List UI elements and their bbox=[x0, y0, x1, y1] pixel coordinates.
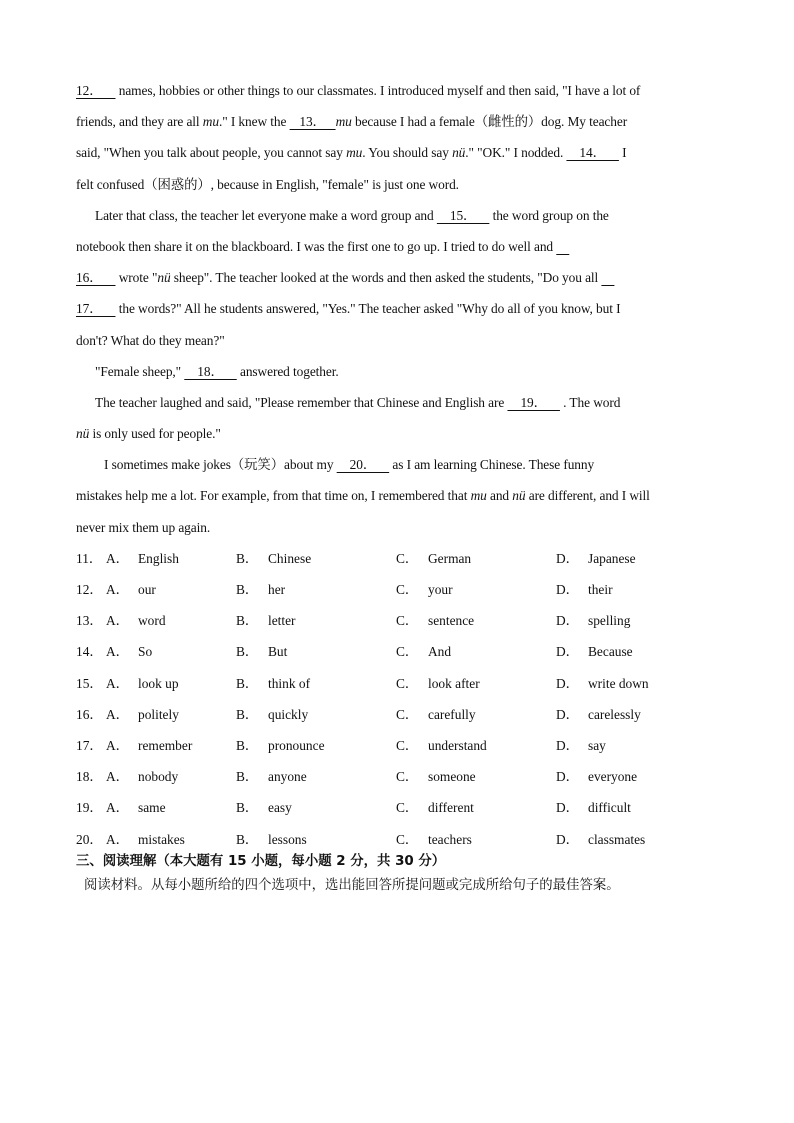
option-letter: B． bbox=[236, 582, 259, 597]
option-text: remember bbox=[138, 737, 193, 753]
option-b[interactable] bbox=[236, 671, 396, 702]
option-text: And bbox=[428, 644, 452, 660]
option-text: difficult bbox=[588, 800, 631, 816]
option-letter: D． bbox=[556, 737, 580, 753]
passage-text: friends, and they are all bbox=[76, 114, 203, 130]
passage-text: ." I knew the bbox=[218, 114, 290, 130]
option-text: understand bbox=[428, 737, 487, 753]
question-number: 11． bbox=[76, 550, 103, 566]
passage-text: mistakes help me a lot. For example, from that time on, I remembered that bbox=[76, 488, 471, 504]
passage-text: is only used for people." bbox=[89, 426, 221, 442]
option-letter: C． bbox=[396, 582, 419, 597]
option-letter: B． bbox=[236, 644, 259, 660]
passage-text: sheep". The teacher looked at the words and then asked the students, "Do you all bbox=[170, 270, 602, 286]
option-text: someone bbox=[428, 769, 476, 785]
italic-word: mu bbox=[470, 488, 487, 504]
option-a[interactable] bbox=[76, 639, 236, 670]
question-number: 15． bbox=[76, 675, 103, 691]
option-text: Japanese bbox=[588, 550, 636, 566]
option-c[interactable] bbox=[396, 733, 556, 764]
option-a[interactable] bbox=[76, 546, 236, 577]
option-text: sentence bbox=[428, 613, 475, 629]
passage-line bbox=[76, 109, 720, 140]
option-letter: D． bbox=[556, 613, 580, 629]
option-text: teachers bbox=[428, 831, 472, 847]
option-d[interactable] bbox=[556, 795, 716, 826]
option-letter: D． bbox=[556, 831, 580, 847]
option-a[interactable] bbox=[76, 702, 236, 733]
option-letter: D． bbox=[556, 675, 580, 691]
passage-line bbox=[76, 296, 720, 327]
blank-17-start bbox=[601, 270, 614, 285]
option-a[interactable] bbox=[76, 733, 236, 764]
passage-text: The teacher laughed and said, "Please remember that Chinese and English are bbox=[95, 394, 508, 410]
question-number: 18． bbox=[76, 769, 103, 785]
passage-text: notebook then share it on the blackboard. I was the first one to go up. I tried to do well and bbox=[76, 238, 557, 254]
option-letter: A． bbox=[106, 644, 130, 660]
passage-text: said, "When you talk about people, you cannot say bbox=[76, 145, 347, 161]
section-title: 三、阅读理解（本大题有 15 小题，每小题 2 分，共 30 分） bbox=[76, 853, 446, 869]
option-c[interactable] bbox=[396, 795, 556, 826]
option-letter: C． bbox=[396, 613, 419, 629]
option-text: So bbox=[138, 644, 153, 660]
passage-line bbox=[76, 172, 720, 203]
option-b[interactable] bbox=[236, 733, 396, 764]
option-letter: C． bbox=[396, 831, 419, 847]
option-letter: B． bbox=[236, 769, 259, 785]
option-b[interactable] bbox=[236, 702, 396, 733]
option-d[interactable] bbox=[556, 608, 716, 639]
option-letter: C． bbox=[396, 675, 419, 691]
option-text: pronounce bbox=[268, 737, 325, 753]
option-b[interactable] bbox=[236, 639, 396, 670]
option-a[interactable] bbox=[76, 577, 236, 608]
passage-text: the word group on the bbox=[489, 207, 609, 223]
option-b[interactable] bbox=[236, 608, 396, 639]
passage-line bbox=[76, 140, 720, 171]
option-d[interactable] bbox=[556, 733, 716, 764]
option-text: spelling bbox=[588, 613, 631, 629]
passage-text: are different, and I will bbox=[525, 488, 650, 504]
option-c[interactable] bbox=[396, 671, 556, 702]
option-c[interactable] bbox=[396, 764, 556, 795]
blank-12: 12． bbox=[76, 83, 116, 98]
option-a[interactable] bbox=[76, 608, 236, 639]
passage-text: wrote " bbox=[115, 270, 158, 286]
option-letter: A． bbox=[106, 769, 130, 785]
option-letter: C． bbox=[396, 706, 419, 722]
option-letter: B． bbox=[236, 737, 259, 753]
option-c[interactable] bbox=[396, 608, 556, 639]
option-d[interactable] bbox=[556, 827, 716, 858]
option-b[interactable] bbox=[236, 795, 396, 826]
option-letter: A． bbox=[106, 706, 130, 722]
question-number: 17． bbox=[76, 737, 103, 753]
passage-line bbox=[76, 483, 720, 514]
passage-line bbox=[76, 359, 720, 390]
italic-word: nü bbox=[452, 145, 466, 161]
option-letter: B． bbox=[236, 706, 259, 722]
option-text: different bbox=[428, 800, 474, 816]
option-text: But bbox=[268, 644, 288, 660]
passage-line bbox=[76, 390, 720, 421]
passage-text: ." "OK." I nodded. bbox=[465, 145, 567, 161]
option-text: anyone bbox=[268, 769, 307, 785]
passage-text: . The word bbox=[559, 394, 621, 410]
italic-word: mu bbox=[202, 114, 219, 130]
option-letter: C． bbox=[396, 769, 419, 785]
passage-text: . You should say bbox=[362, 145, 453, 161]
option-text: German bbox=[428, 550, 472, 566]
option-text: look up bbox=[138, 675, 179, 691]
option-letter: C． bbox=[396, 550, 419, 566]
option-text: their bbox=[588, 582, 613, 597]
options-table bbox=[76, 546, 720, 858]
option-row bbox=[76, 702, 720, 733]
option-letter: C． bbox=[396, 737, 419, 753]
italic-word: nü bbox=[512, 488, 526, 504]
passage-text: because I had a female（雌性的）dog. My teacher bbox=[351, 114, 628, 130]
passage-line bbox=[76, 515, 720, 546]
option-letter: A． bbox=[106, 550, 130, 566]
option-text: carelessly bbox=[588, 706, 641, 722]
passage-line bbox=[76, 78, 720, 109]
option-letter: A． bbox=[106, 737, 130, 753]
option-row bbox=[76, 764, 720, 795]
option-b[interactable] bbox=[236, 764, 396, 795]
passage-text: and bbox=[486, 488, 513, 504]
question-number: 14． bbox=[76, 644, 103, 660]
italic-word: mu bbox=[335, 114, 352, 130]
passage-text: "Female sheep," bbox=[95, 363, 185, 379]
option-c[interactable] bbox=[396, 702, 556, 733]
passage-line bbox=[76, 265, 720, 296]
passage-line bbox=[76, 452, 720, 483]
option-d[interactable] bbox=[556, 671, 716, 702]
option-text: same bbox=[138, 800, 166, 816]
option-row bbox=[76, 546, 720, 577]
italic-word: nü bbox=[76, 426, 90, 442]
option-letter: D． bbox=[556, 769, 580, 785]
option-row bbox=[76, 671, 720, 702]
option-letter: B． bbox=[236, 800, 259, 816]
option-letter: B． bbox=[236, 613, 259, 629]
option-b[interactable] bbox=[236, 577, 396, 608]
question-number: 20． bbox=[76, 831, 103, 847]
passage-text: felt confused（困惑的）, because in English, "female" is just one word. bbox=[76, 176, 459, 192]
passage-line bbox=[76, 421, 720, 452]
passage-text: don't? What do they mean?" bbox=[76, 332, 225, 348]
passage-line bbox=[76, 234, 720, 265]
option-text: say bbox=[588, 737, 606, 753]
blank-14: 14． bbox=[566, 145, 619, 161]
exam-page bbox=[76, 78, 720, 898]
option-text: our bbox=[138, 582, 156, 597]
section-instructions: 阅读材料。从每小题所给的四个选项中，选出能回答所提问题或完成所给句子的最佳答案。 bbox=[84, 877, 620, 893]
option-text: think of bbox=[268, 675, 311, 691]
blank-15: 15． bbox=[436, 207, 490, 223]
option-c[interactable] bbox=[396, 639, 556, 670]
option-c[interactable] bbox=[396, 577, 556, 608]
option-letter: C． bbox=[396, 644, 419, 660]
question-number: 12． bbox=[76, 582, 103, 597]
option-c[interactable] bbox=[396, 546, 556, 577]
option-letter: D． bbox=[556, 644, 580, 660]
option-letter: B． bbox=[236, 550, 259, 566]
passage-text: names, hobbies or other things to our classmates. I introduced myself and then said, "I have a lot of bbox=[115, 83, 641, 98]
passage-text: the words?" All he students answered, "Yes." The teacher asked "Why do all of you know, but I bbox=[115, 301, 621, 317]
option-text: everyone bbox=[588, 769, 638, 785]
option-b[interactable] bbox=[236, 546, 396, 577]
passage-text: as I am learning Chinese. These funny bbox=[389, 457, 595, 473]
passage-text: I sometimes make jokes（玩笑）about my bbox=[104, 457, 337, 473]
passage-text: never mix them up again. bbox=[76, 519, 211, 535]
option-text: easy bbox=[268, 800, 292, 816]
option-text: lessons bbox=[268, 831, 307, 847]
option-text: look after bbox=[428, 675, 480, 691]
option-d[interactable] bbox=[556, 702, 716, 733]
option-letter: A． bbox=[106, 675, 130, 691]
blank-20: 20． bbox=[336, 457, 390, 473]
passage-text: answered together. bbox=[236, 363, 339, 379]
blank-17: 17． bbox=[76, 301, 116, 317]
option-text: word bbox=[138, 613, 166, 629]
option-row bbox=[76, 639, 720, 670]
blank-16-start bbox=[556, 239, 569, 254]
question-number: 16． bbox=[76, 706, 103, 722]
option-text: mistakes bbox=[138, 831, 185, 847]
option-d[interactable] bbox=[556, 546, 716, 577]
option-text: write down bbox=[588, 675, 649, 691]
option-text: Chinese bbox=[268, 550, 312, 566]
italic-word: nü bbox=[157, 270, 171, 286]
option-row bbox=[76, 733, 720, 764]
option-text: letter bbox=[268, 613, 296, 629]
option-letter: D． bbox=[556, 706, 580, 722]
question-number: 19． bbox=[76, 800, 103, 816]
option-row bbox=[76, 577, 720, 608]
blank-16: 16． bbox=[76, 270, 116, 286]
option-letter: B． bbox=[236, 675, 259, 691]
option-letter: A． bbox=[106, 800, 130, 816]
option-letter: B． bbox=[236, 831, 259, 847]
option-a[interactable] bbox=[76, 764, 236, 795]
option-letter: D． bbox=[556, 800, 580, 816]
passage-line bbox=[76, 203, 720, 234]
option-row bbox=[76, 608, 720, 639]
option-d[interactable] bbox=[556, 764, 716, 795]
option-text: nobody bbox=[138, 769, 179, 785]
option-row bbox=[76, 795, 720, 826]
question-number: 13． bbox=[76, 613, 103, 629]
italic-word: mu bbox=[346, 145, 363, 161]
option-letter: D． bbox=[556, 550, 580, 566]
option-letter: D． bbox=[556, 582, 580, 597]
option-text: carefully bbox=[428, 706, 476, 722]
option-text: politely bbox=[138, 706, 179, 722]
option-letter: A． bbox=[106, 613, 130, 629]
option-text: her bbox=[268, 582, 286, 597]
option-letter: A． bbox=[106, 582, 130, 597]
option-letter: A． bbox=[106, 831, 130, 847]
blank-19: 19． bbox=[507, 394, 560, 410]
option-a[interactable] bbox=[76, 671, 236, 702]
blank-13: 13． bbox=[289, 114, 336, 130]
option-text: English bbox=[138, 550, 179, 566]
option-a[interactable] bbox=[76, 795, 236, 826]
option-text: your bbox=[428, 582, 453, 597]
option-text: Because bbox=[588, 644, 633, 660]
blank-18: 18． bbox=[184, 363, 237, 379]
option-letter: C． bbox=[396, 800, 419, 816]
option-text: classmates bbox=[588, 831, 646, 847]
passage-text: Later that class, the teacher let everyone make a word group and bbox=[95, 207, 437, 223]
passage-text: I bbox=[618, 145, 627, 161]
passage-line bbox=[76, 328, 720, 359]
option-d[interactable] bbox=[556, 639, 716, 670]
option-d[interactable] bbox=[556, 577, 716, 608]
option-text: quickly bbox=[268, 706, 309, 722]
